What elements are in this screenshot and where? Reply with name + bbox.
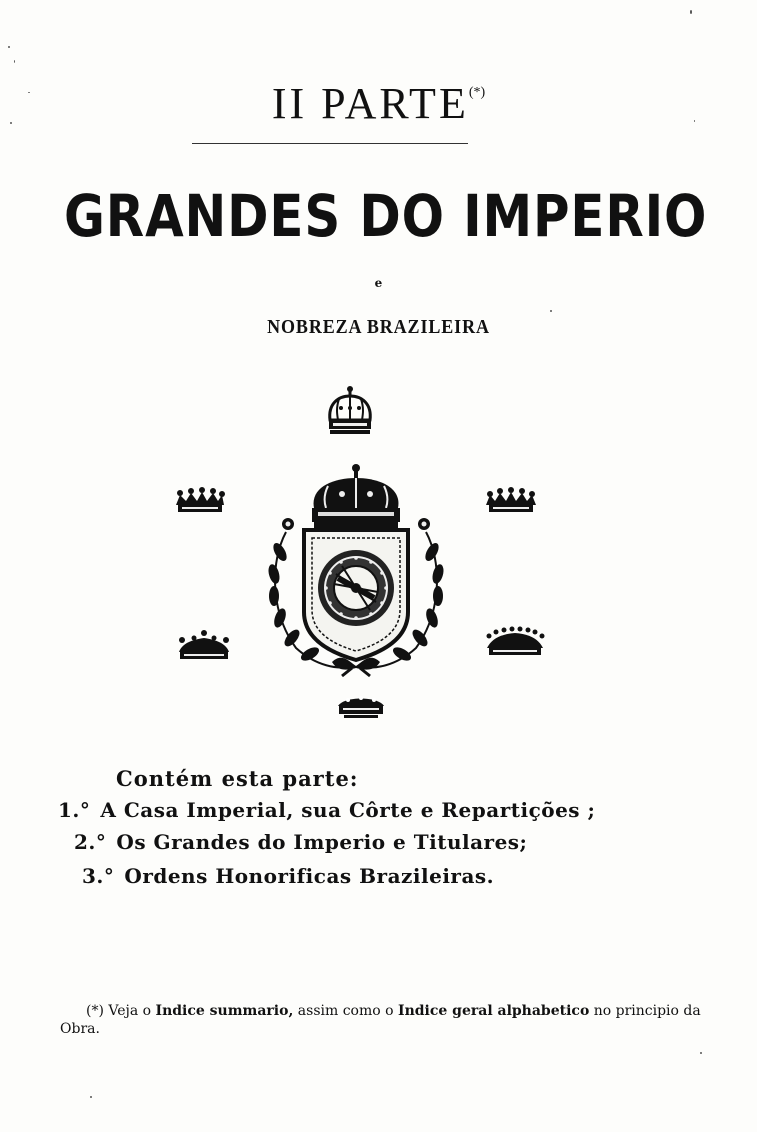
footnote-text: Veja o <box>108 1003 152 1019</box>
contents-heading: Contém esta parte: <box>116 766 359 791</box>
crown-icon <box>324 384 376 438</box>
part-heading-text: II PARTE <box>271 79 469 128</box>
footnote-text: assim como o <box>297 1003 394 1019</box>
item-number: 1.° <box>58 798 91 822</box>
footnote-mark: (*) <box>86 1003 104 1019</box>
main-title: GRANDES DO IMPERIO <box>64 182 708 250</box>
footnote-text: no principio da Obra. <box>60 1003 701 1037</box>
footnote-mark: (*) <box>468 85 486 100</box>
scan-speck <box>28 92 30 93</box>
heading-rule <box>192 143 468 144</box>
footnote-emphasis: Indice geral alphabetico <box>398 1003 590 1019</box>
crown-icon <box>334 694 388 720</box>
scan-speck <box>550 310 552 312</box>
crown-icon <box>176 630 232 662</box>
contents-item <box>82 864 494 888</box>
part-heading <box>0 78 757 129</box>
item-number: 2.° <box>74 830 107 854</box>
item-number: 3.° <box>82 864 115 888</box>
scan-speck <box>14 60 15 63</box>
scan-speck <box>694 120 695 122</box>
item-text: Os Grandes do Imperio e Titulares; <box>116 830 528 854</box>
conjunction: e <box>374 276 383 290</box>
subtitle: NOBREZA BRAZILEIRA <box>267 316 490 338</box>
footnote-emphasis: Indice summario, <box>155 1003 294 1019</box>
crown-icon <box>172 487 226 517</box>
crown-icon <box>484 487 538 517</box>
contents-item <box>74 830 527 854</box>
crown-icon <box>484 626 546 658</box>
scan-speck <box>10 122 12 124</box>
footnote <box>60 1002 710 1038</box>
scan-speck <box>8 46 10 48</box>
scan-speck <box>90 1096 92 1098</box>
scan-speck <box>700 1052 702 1054</box>
item-text: Ordens Honorificas Brazileiras. <box>124 864 495 888</box>
scan-speck <box>690 10 692 14</box>
item-text: A Casa Imperial, sua Côrte e Repartições ; <box>100 798 596 822</box>
contents-item <box>58 798 595 822</box>
coat-of-arms-icon <box>256 462 456 678</box>
